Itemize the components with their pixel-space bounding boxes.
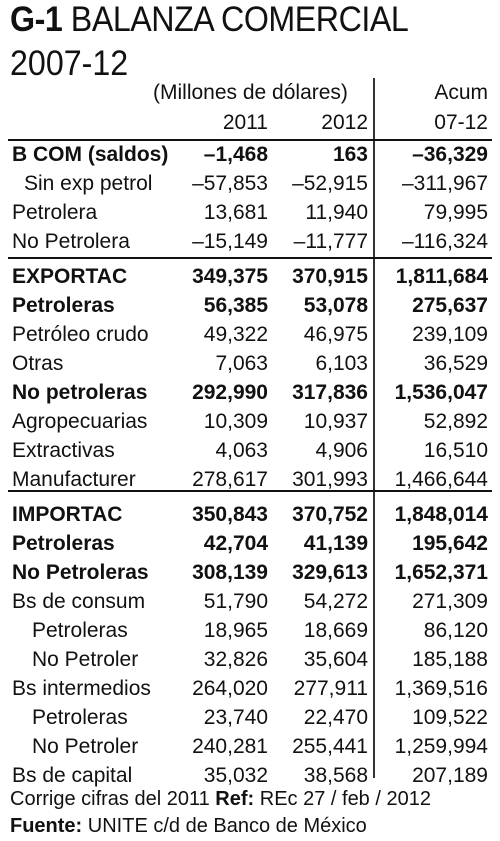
value-acum: 36,529 xyxy=(423,352,488,375)
value-2011: 308,139 xyxy=(192,561,268,584)
value-2011: 292,990 xyxy=(192,381,268,404)
value-acum: 1,466,644 xyxy=(394,468,488,491)
value-acum: 207,189 xyxy=(412,764,488,787)
page-title xyxy=(10,0,408,40)
source-label: Fuente: xyxy=(10,815,83,837)
table-row xyxy=(0,378,500,407)
row-label: Petroleras xyxy=(32,619,128,642)
value-2012: 4,906 xyxy=(315,439,368,462)
table-row xyxy=(0,198,500,227)
row-label: Petroleras xyxy=(12,294,115,317)
table-row xyxy=(0,500,500,529)
ref-value: REc 27 / feb / 2012 xyxy=(259,788,431,810)
value-acum: 16,510 xyxy=(423,439,488,462)
row-label: No petroleras xyxy=(12,381,148,404)
row-label: Bs de capital xyxy=(12,764,133,787)
header-acum: Acum xyxy=(434,81,488,104)
value-2012: 18,669 xyxy=(303,619,368,642)
value-2011: –57,853 xyxy=(192,172,268,195)
row-label: Otras xyxy=(12,352,64,375)
value-acum: 1,536,047 xyxy=(394,381,488,404)
value-2012: 6,103 xyxy=(315,352,368,375)
value-2012: 54,272 xyxy=(303,590,368,613)
table-row xyxy=(0,227,500,256)
value-acum: 1,652,371 xyxy=(394,561,488,584)
value-2012: 255,441 xyxy=(292,735,368,758)
value-2012: 11,940 xyxy=(305,201,368,224)
value-2012: 329,613 xyxy=(292,561,368,584)
value-2012: 22,470 xyxy=(303,706,368,729)
value-acum: –116,324 xyxy=(401,230,488,253)
table-row xyxy=(0,262,500,291)
value-2012: 35,604 xyxy=(303,648,368,671)
value-acum: 1,259,994 xyxy=(394,735,488,758)
balance-table xyxy=(0,140,500,790)
footnote xyxy=(10,786,496,840)
row-label: Bs de consum xyxy=(12,590,146,613)
row-label: EXPORTAC xyxy=(12,265,128,288)
value-2011: 350,843 xyxy=(192,503,268,526)
value-acum: 1,369,516 xyxy=(394,677,488,700)
table-row xyxy=(0,140,500,169)
row-label: No Petroler xyxy=(32,648,139,671)
table-row xyxy=(0,732,500,761)
chart-code: G-1 xyxy=(10,0,63,39)
footnote-note: Corrige cifras del 2011 xyxy=(10,788,210,810)
value-2011: 32,826 xyxy=(203,648,268,671)
title-text: BALANZA COMERCIAL xyxy=(70,0,409,39)
table-row xyxy=(0,529,500,558)
value-acum: 271,309 xyxy=(412,590,488,613)
ref-label: Ref: xyxy=(215,788,255,810)
value-2012: 317,836 xyxy=(292,381,368,404)
table-row xyxy=(0,465,500,494)
value-2011: 4,063 xyxy=(215,439,268,462)
table-row xyxy=(0,674,500,703)
row-label: Sin exp petrol xyxy=(24,172,153,195)
row-label: Extractivas xyxy=(12,439,115,462)
title-period: 2007-12 xyxy=(10,44,129,83)
table-row xyxy=(0,703,500,732)
table-row xyxy=(0,291,500,320)
table-row xyxy=(0,349,500,378)
value-2011: –15,149 xyxy=(192,230,268,253)
value-acum: –311,967 xyxy=(401,172,488,195)
row-label: Agropecuarias xyxy=(12,410,148,433)
header-2012: 2012 xyxy=(321,111,368,134)
table-row xyxy=(0,320,500,349)
table-row xyxy=(0,645,500,674)
row-label: Petroleras xyxy=(12,532,115,555)
row-label: Manufacturer xyxy=(12,468,136,491)
value-2011: 35,032 xyxy=(203,764,268,787)
value-2011: 349,375 xyxy=(192,265,268,288)
value-acum: –36,329 xyxy=(412,143,488,166)
value-2011: 42,704 xyxy=(203,532,268,555)
value-2011: 51,790 xyxy=(203,590,268,613)
value-acum: 195,642 xyxy=(412,532,488,555)
value-2012: 370,915 xyxy=(292,265,368,288)
value-2011: 23,740 xyxy=(203,706,268,729)
value-2011: 278,617 xyxy=(192,468,268,491)
row-label: Petrolera xyxy=(12,201,98,224)
value-2012: 53,078 xyxy=(303,294,368,317)
source-value: UNITE c/d de Banco de México xyxy=(87,815,367,837)
value-2012: –11,777 xyxy=(293,230,368,253)
value-2011: 10,309 xyxy=(203,410,268,433)
row-label: B COM (saldos) xyxy=(12,143,169,166)
value-acum: 1,848,014 xyxy=(394,503,488,526)
table-row xyxy=(0,169,500,198)
row-label: No Petroler xyxy=(32,735,139,758)
value-2011: 56,385 xyxy=(203,294,268,317)
header-07-12: 07-12 xyxy=(434,111,488,134)
value-2012: 163 xyxy=(332,143,368,166)
value-2012: 370,752 xyxy=(292,503,368,526)
table-row xyxy=(0,587,500,616)
row-label: IMPORTAC xyxy=(12,503,123,526)
table-row xyxy=(0,407,500,436)
value-2011: 49,322 xyxy=(203,323,268,346)
value-2011: –1,468 xyxy=(203,143,268,166)
value-acum: 275,637 xyxy=(412,294,488,317)
value-acum: 79,995 xyxy=(423,201,488,224)
row-label: Petróleo crudo xyxy=(12,323,149,346)
value-acum: 185,188 xyxy=(412,648,488,671)
value-acum: 86,120 xyxy=(423,619,488,642)
value-2012: 10,937 xyxy=(303,410,368,433)
value-2012: 301,993 xyxy=(292,468,368,491)
value-2011: 264,020 xyxy=(192,677,268,700)
row-label: No Petrolera xyxy=(12,230,130,253)
row-label: No Petroleras xyxy=(12,561,149,584)
value-2011: 240,281 xyxy=(192,735,268,758)
value-2012: –52,915 xyxy=(292,172,368,195)
value-2012: 46,975 xyxy=(303,323,368,346)
row-label: Bs intermedios xyxy=(12,677,151,700)
header-2011: 2011 xyxy=(222,111,268,134)
value-2012: 277,911 xyxy=(293,677,368,700)
row-label: Petroleras xyxy=(32,706,128,729)
value-acum: 1,811,684 xyxy=(395,265,488,288)
value-2011: 13,681 xyxy=(203,201,268,224)
value-2012: 41,139 xyxy=(303,532,368,555)
value-acum: 239,109 xyxy=(412,323,488,346)
value-2012: 38,568 xyxy=(303,764,368,787)
table-row xyxy=(0,616,500,645)
table-row xyxy=(0,558,500,587)
value-2011: 18,965 xyxy=(203,619,268,642)
value-2011: 7,063 xyxy=(215,352,268,375)
units-label: (Millones de dólares) xyxy=(153,81,348,104)
table-row xyxy=(0,436,500,465)
value-acum: 109,522 xyxy=(412,706,488,729)
value-acum: 52,892 xyxy=(423,410,488,433)
